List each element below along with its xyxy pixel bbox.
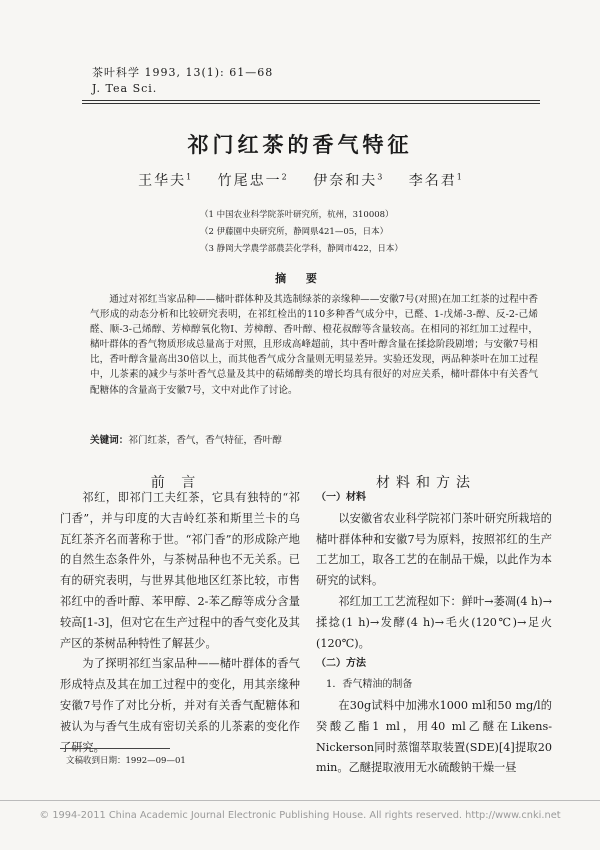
author-affiliation-mark: 3 [377, 172, 383, 182]
journal-citation: 茶叶科学 1993, 13(1): 61—68 [92, 66, 274, 79]
abstract-heading: 摘 要 [275, 272, 325, 285]
abstract-body: 通过对祁红当家品种——槠叶群体种及其选制绿茶的亲缘种——安徽7号(对照)在加工红茶的过程中香气形成的动态分析和比较研究表明，在祁红检出的110多种香气成分中，已醛、1-戊烯-3-醇、反-2-己烯醛、顺-3-己烯醇、芳樟醇氧化物Ⅰ、芳樟醇、香叶醇、橙花叔醇等含量较高。在相同的祁红加工过程中，槠叶群体的香气物质形成总量高于对照，且形成高峰超前，其中香叶醇含量在揉捻阶段剧增；与安徽7号相比，香叶醇含量高出30倍以上，而其他香气成分含量则无明显差异。实验还发现，两品种茶叶在加工过程中，儿茶素的减少与茶叶香气总量及其中的萜烯醇类的增长均具有很好的对应关系，槠叶群体中有关香气配糖体的含量高于安徽7号，文中对此作了讨论。 [90, 294, 538, 396]
journal-english-name: J. Tea Sci. [92, 82, 158, 95]
affiliation: （2 伊藤園中央研究所，静岡県421—05，日本） [200, 227, 389, 237]
author-affiliation-mark: 2 [281, 172, 287, 182]
author [138, 173, 191, 189]
keywords-label: 关键词： [90, 435, 129, 446]
author-name: 李名君 [408, 173, 457, 189]
author-name: 伊奈和夫 [313, 173, 378, 189]
author-affiliation-mark: 1 [456, 172, 462, 182]
author [313, 173, 382, 189]
paragraph: 以安徽省农业科学院祁门茶叶研究所栽培的槠叶群体种和安徽7号为原料，按照祁红的生产工艺加工，取各工艺的在制品干燥，以此作为本研究的试料。 [316, 511, 552, 588]
paragraph: 祁红加工工艺流程如下：鲜叶→萎凋(4 h)→揉捻(1 h)→发酵(4 h)→毛火(120℃)→足火(120℃)。 [316, 594, 552, 650]
received-date: 文稿收到日期：1992—09—01 [66, 756, 186, 766]
author-name: 王华夫 [138, 173, 187, 189]
author [409, 173, 462, 189]
author-affiliation-mark: 1 [186, 172, 192, 182]
section-heading-preface: 前 言 [150, 475, 202, 491]
footnote-rule [60, 748, 170, 749]
author [218, 173, 287, 189]
paragraph: 为了探明祁红当家品种——槠叶群体的香气形成特点及其在加工过程中的变化，用其亲缘种安徽7号作了对比分析，并对有关香气配糖体和被认为与香气生成有密切关系的儿茶素的变化作了研究。 [60, 657, 300, 754]
section-heading-materials: 材料和方法 [376, 475, 476, 491]
author-name: 竹尾忠一 [217, 173, 282, 189]
header-rule-thin [82, 103, 540, 104]
affiliation: （3 静岡大学農学部農芸化学科，静岡市422，日本） [200, 244, 403, 254]
subsection-heading: （二）方法 [316, 658, 366, 670]
author-list [0, 170, 600, 190]
paragraph: 祁红，即祁门工夫红茶，它具有独特的“祁门香”，并与印度的大吉岭红茶和斯里兰卡的乌瓦红茶齐名而著称于世。“祁门香”的形成除产地的自然生态条件外，与茶树品种也不无关系。已有的研究表明，与世界其他地区红茶比较，市售祁红中的香叶醇、苯甲醇、2-苯乙醇等成分含量较高[1-3]，但对它在生产过程中的香气变化及其产区的茶树品种特性了解甚少。 [60, 491, 300, 650]
subsubsection-heading: 1．香气精油的制备 [326, 679, 413, 691]
preface-column [60, 488, 300, 758]
subsection-heading: （一）材料 [316, 492, 366, 503]
header-rule [82, 100, 540, 101]
footer-rule [0, 800, 600, 801]
materials-column [316, 488, 552, 779]
paragraph: 在30g试料中加沸水1000 ml和50 mg/l的癸酸乙酯1 ml，用40 ml乙醚在Likens-Nickerson同时蒸馏萃取装置(SDE)[4]提取20 min。乙醚提取液用无水硫酸钠干燥一昼 [316, 698, 552, 775]
affiliation: （1 中国农业科学院茶叶研究所，杭州，310008） [200, 210, 394, 220]
keywords-list: 祁门红茶，香气，香气特征，香叶醇 [128, 435, 282, 446]
paper-title: 祁门红茶的香气特征 [187, 133, 413, 157]
keywords [90, 432, 538, 446]
copyright-footer: © 1994-2011 China Academic Journal Electronic Publishing House. All rights reserved. http://www.cnki.net [39, 810, 561, 821]
